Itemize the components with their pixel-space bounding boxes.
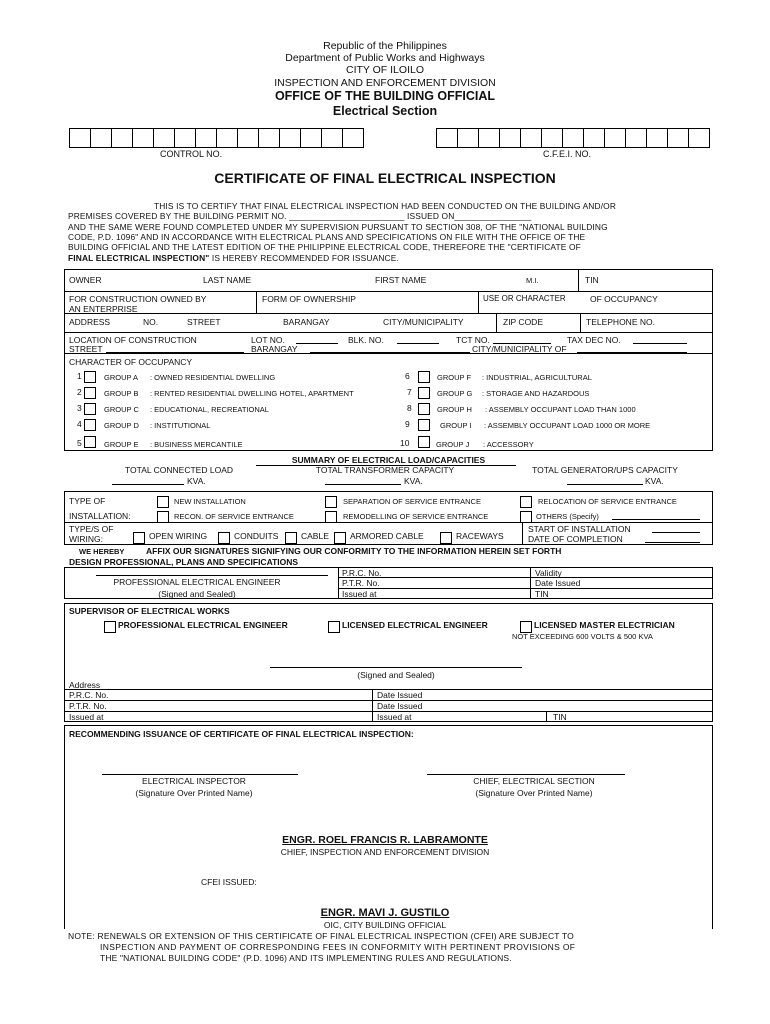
- occ-9-num: 9: [405, 419, 410, 429]
- cfei-no-label: C.F.E.I. NO.: [543, 149, 592, 159]
- occ-8-desc: : ASSEMBLY OCCUPANT LOAD THAN 1000: [485, 405, 636, 414]
- chief-division-position: CHIEF, INSPECTION AND ENFORCEMENT DIVISION: [280, 847, 490, 857]
- telephone-label: TELEPHONE NO.: [586, 317, 655, 327]
- design-tin-label: TIN: [535, 589, 549, 599]
- location-street-label: STREET: [69, 344, 103, 354]
- certify-line-1: THIS IS TO CERTIFY THAT FINAL ELECTRICAL INSPECTION HAD BEEN CONDUCTED ON THE BUILDING AND/OR: [153, 201, 617, 211]
- sup-address-label: Address: [69, 680, 101, 690]
- cfei-issued-label: CFEI ISSUED:: [201, 877, 257, 887]
- sup-date-issued2-label: Date Issued: [377, 701, 423, 711]
- last-name-label: LAST NAME: [203, 275, 252, 285]
- owner-label: OWNER: [69, 275, 102, 285]
- sup-issued-label: Issued at: [69, 712, 104, 722]
- occ-10-checkbox[interactable]: [418, 433, 430, 451]
- design-issued-label: Issued at: [342, 589, 377, 599]
- occ-4-desc: : INSTITUTIONAL: [150, 421, 211, 430]
- chief-label: CHIEF, ELECTRICAL SECTION: [473, 776, 595, 786]
- certify-bold-phrase: FINAL ELECTRICAL INSPECTION": [68, 253, 210, 263]
- occ-4-num: 4: [77, 419, 82, 429]
- header-division: INSPECTION AND ENFORCEMENT DIVISION: [274, 77, 496, 89]
- generator-kva: KVA.: [645, 476, 664, 486]
- conduits-checkbox[interactable]: [218, 529, 230, 547]
- completion-label: DATE OF COMPLETION: [528, 534, 623, 544]
- occ-3-num: 3: [77, 403, 82, 413]
- sup-signed-label: (Signed and Sealed): [357, 670, 435, 680]
- start-installation-label: START OF INSTALLATION: [528, 524, 631, 534]
- occ-5-group: GROUP E: [104, 440, 139, 449]
- sup-lee-label: LICENSED ELECTRICAL ENGINEER: [342, 620, 488, 630]
- installation-label: INSTALLATION:: [69, 511, 131, 521]
- certify-line-4: CODE, P.D. 1096" AND IN ACCORDANCE WITH ELECTRICAL PLANS AND SPECIFICATIONS ON FILE WITH THE OFFICE OF THE: [68, 232, 586, 242]
- we-hereby: WE HEREBY: [79, 547, 125, 556]
- inspector-sig-label: (Signature Over Printed Name): [135, 788, 253, 798]
- occupancy-title: CHARACTER OF OCCUPANCY: [69, 357, 193, 367]
- city2-label: CITY/MUNICIPALITY OF: [472, 344, 567, 354]
- building-official-name: ENGR. MAVI J. GUSTILO: [320, 907, 450, 919]
- tct-label: TCT NO.: [456, 335, 490, 345]
- cable-checkbox[interactable]: [285, 529, 297, 547]
- occ-8-group: GROUP H: [437, 405, 472, 414]
- occ-2-desc: : RENTED RESIDENTIAL DWELLING HOTEL, APARTMENT: [150, 389, 354, 398]
- armored-checkbox[interactable]: [334, 529, 346, 547]
- occ-2-num: 2: [77, 387, 82, 397]
- use-character-label: USE OR CHARACTER: [483, 294, 566, 303]
- taxdec-label: TAX DEC NO.: [567, 335, 621, 345]
- sup-prc-label: P.R.C. No.: [69, 690, 109, 700]
- types-of-label: TYPE/S OF: [69, 524, 114, 534]
- occ-4-checkbox[interactable]: [84, 416, 96, 434]
- occ-2-group: GROUP B: [104, 389, 139, 398]
- header-city: CITY OF ILOILO: [346, 64, 424, 76]
- certify-end: IS HEREBY RECOMMENDED FOR ISSUANCE.: [209, 253, 399, 263]
- sup-lme-label: LICENSED MASTER ELECTRICIAN: [534, 620, 675, 630]
- new-installation-label: NEW INSTALLATION: [174, 497, 246, 506]
- raceways-label: RACEWAYS: [456, 531, 504, 541]
- occ-5-num: 5: [77, 438, 82, 448]
- owner-tin-label: TIN: [585, 275, 599, 285]
- design-professional-title: DESIGN PROFESSIONAL, PLANS AND SPECIFICATIONS: [69, 557, 299, 567]
- zip-label: ZIP CODE: [503, 317, 543, 327]
- sup-pee-checkbox[interactable]: [104, 618, 116, 636]
- location-label: LOCATION OF CONSTRUCTION: [69, 335, 197, 345]
- header-section: Electrical Section: [332, 104, 438, 118]
- chief-division-name: ENGR. ROEL FRANCIS R. LABRAMONTE: [282, 834, 488, 846]
- occ-10-group: GROUP J: [436, 440, 470, 449]
- recon-checkbox[interactable]: [157, 508, 169, 526]
- armored-label: ARMORED CABLE: [350, 531, 424, 541]
- address-no-label: NO.: [143, 317, 159, 327]
- connected-kva: KVA.: [187, 476, 206, 486]
- note-line-1: NOTE: RENEWALS OR EXTENSION OF THIS CERTIFICATE OF FINAL ELECTRICAL INSPECTION (CFEI) ARE SUBJECT TO: [68, 931, 574, 941]
- occ-5-checkbox[interactable]: [84, 433, 96, 451]
- note-line-3: THE "NATIONAL BUILDING CODE" (P.D. 1096) AND ITS IMPLEMENTING RULES AND REGULATIONS.: [100, 953, 512, 963]
- certify-line-5: BUILDING OFFICIAL AND THE LATEST EDITION OF THE PHILIPPINE ELECTRICAL CODE, THEREFORE THE "CERTIFICATE OF: [68, 242, 581, 252]
- certify-line-3: AND THE SAME WERE FOUND COMPLETED UNDER MY SUPERVISION PURSUANT TO SECTION 308, OF THE "NATIONAL BUILDING: [68, 222, 608, 232]
- occ-1-group: GROUP A: [104, 373, 139, 382]
- recommend-frame: [64, 725, 713, 929]
- sup-date-issued-label: Date Issued: [377, 690, 423, 700]
- type-of-label: TYPE OF: [69, 496, 106, 506]
- design-ptr-label: P.T.R. No.: [342, 578, 380, 588]
- lot-label: LOT NO.: [251, 335, 285, 345]
- sup-ptr-label: P.T.R. No.: [69, 701, 107, 711]
- occ-3-desc: : EDUCATIONAL, RECREATIONAL: [150, 405, 269, 414]
- control-no-label: CONTROL NO.: [160, 149, 223, 159]
- inspector-label: ELECTRICAL INSPECTOR: [142, 776, 246, 786]
- building-official-position: OIC, CITY BUILDING OFFICIAL: [323, 920, 447, 930]
- occ-6-num: 6: [405, 371, 410, 381]
- enterprise-label: AN ENTERPRISE: [69, 304, 138, 314]
- occ-10-num: 10: [400, 438, 410, 448]
- relocation-label: RELOCATION OF SERVICE ENTRANCE: [538, 497, 677, 506]
- occ-3-group: GROUP C: [104, 405, 139, 414]
- occ-7-group: GROUP G: [437, 389, 473, 398]
- design-date-issued-label: Date Issued: [535, 578, 581, 588]
- note-line-2: INSPECTION AND PAYMENT OF CORRESPONDING FEES IN CONFORMITY WITH PERTINENT PROVISIONS OF: [100, 942, 576, 952]
- cfei-no-boxes[interactable]: [437, 128, 710, 148]
- connected-load-label: TOTAL CONNECTED LOAD: [125, 465, 233, 475]
- occ-5-desc: : BUSINESS MERCANTILE: [150, 440, 243, 449]
- occ-1-desc: : OWNED RESIDENTIAL DWELLING: [150, 373, 276, 382]
- occ-10-desc: : ACCESSORY: [483, 440, 534, 449]
- occ-7-desc: : STORAGE AND HAZARDOUS: [482, 389, 590, 398]
- blk-label: BLK. NO.: [348, 335, 384, 345]
- open-wiring-label: OPEN WIRING: [149, 531, 208, 541]
- form-ownership-label: FORM OF OWNERSHIP: [262, 294, 356, 304]
- mi-label: M.I.: [526, 276, 539, 285]
- occ-9-group: GROUP I: [440, 421, 472, 430]
- construction-owned-label: FOR CONSTRUCTION OWNED BY: [69, 294, 207, 304]
- occ-4-group: GROUP D: [104, 421, 139, 430]
- sup-issued-at-label: Issued at: [377, 712, 412, 722]
- barangay-label: BARANGAY: [283, 317, 330, 327]
- transformer-kva: KVA.: [404, 476, 423, 486]
- transformer-label: TOTAL TRANSFORMER CAPACITY: [315, 465, 455, 475]
- certify-line-2: PREMISES COVERED BY THE BUILDING PERMIT NO. ________________________ ISSUED ON________________: [68, 211, 532, 221]
- control-no-boxes[interactable]: [70, 128, 364, 148]
- open-wiring-checkbox[interactable]: [133, 529, 145, 547]
- header-department: Department of Public Works and Highways: [285, 52, 485, 64]
- remodel-checkbox[interactable]: [325, 508, 337, 526]
- header-republic: Republic of the Philippines: [323, 40, 447, 52]
- header-office: OFFICE OF THE BUILDING OFFICIAL: [274, 89, 496, 103]
- design-validity-label: Validity: [535, 568, 562, 578]
- raceways-checkbox[interactable]: [440, 529, 452, 547]
- address-label: ADDRESS: [69, 317, 111, 327]
- occ-1-num: 1: [77, 371, 82, 381]
- sup-pee-label: PROFESSIONAL ELECTRICAL ENGINEER: [118, 620, 288, 630]
- occupancy-label: OF OCCUPANCY: [590, 294, 658, 304]
- supervisor-title: SUPERVISOR OF ELECTRICAL WORKS: [69, 606, 230, 616]
- recon-label: RECON. OF SERVICE ENTRANCE: [174, 512, 294, 521]
- occ-9-desc: : ASSEMBLY OCCUPANT LOAD 1000 OR MORE: [484, 421, 651, 430]
- conduits-label: CONDUITS: [234, 531, 279, 541]
- occ-6-desc: : INDUSTRIAL, AGRICULTURAL: [482, 373, 592, 382]
- barangay2-label: BARANGAY: [251, 344, 298, 354]
- design-prc-label: P.R.C. No.: [342, 568, 382, 578]
- street-label: STREET: [187, 317, 221, 327]
- design-pee-label: PROFESSIONAL ELECTRICAL ENGINEER: [113, 577, 281, 587]
- others-label: OTHERS (Specify): [536, 512, 599, 521]
- chief-sig-label: (Signature Over Printed Name): [475, 788, 593, 798]
- occ-6-group: GROUP F: [437, 373, 472, 382]
- cable-label: CABLE: [301, 531, 329, 541]
- separation-label: SEPARATION OF SERVICE ENTRANCE: [343, 497, 481, 506]
- certificate-title: CERTIFICATE OF FINAL ELECTRICAL INSPECTION: [214, 170, 556, 186]
- generator-label: TOTAL GENERATOR/UPS CAPACITY: [532, 465, 678, 475]
- summary-title: SUMMARY OF ELECTRICAL LOAD/CAPACITIES: [291, 455, 486, 465]
- sup-lee-checkbox[interactable]: [328, 618, 340, 636]
- city-label: CITY/MUNICIPALITY: [383, 317, 464, 327]
- design-signed-label: (Signed and Sealed): [158, 589, 236, 599]
- certify-line-6: [68, 253, 702, 263]
- remodel-label: REMODELLING OF SERVICE ENTRANCE: [343, 512, 489, 521]
- recommend-title: RECOMMENDING ISSUANCE OF CERTIFICATE OF FINAL ELECTRICAL INSPECTION:: [69, 729, 414, 739]
- occ-8-num: 8: [407, 403, 412, 413]
- sup-limit-label: NOT EXCEEDING 600 VOLTS & 500 KVA: [512, 632, 653, 641]
- affix-text: AFFIX OUR SIGNATURES SIGNIFYING OUR CONFORMITY TO THE INFORMATION HEREIN SET FORTH: [146, 546, 562, 556]
- occ-7-num: 7: [407, 387, 412, 397]
- first-name-label: FIRST NAME: [375, 275, 427, 285]
- sup-tin-label: TIN: [553, 712, 567, 722]
- wiring-label: WIRING:: [69, 534, 103, 544]
- occ-9-checkbox[interactable]: [418, 416, 430, 434]
